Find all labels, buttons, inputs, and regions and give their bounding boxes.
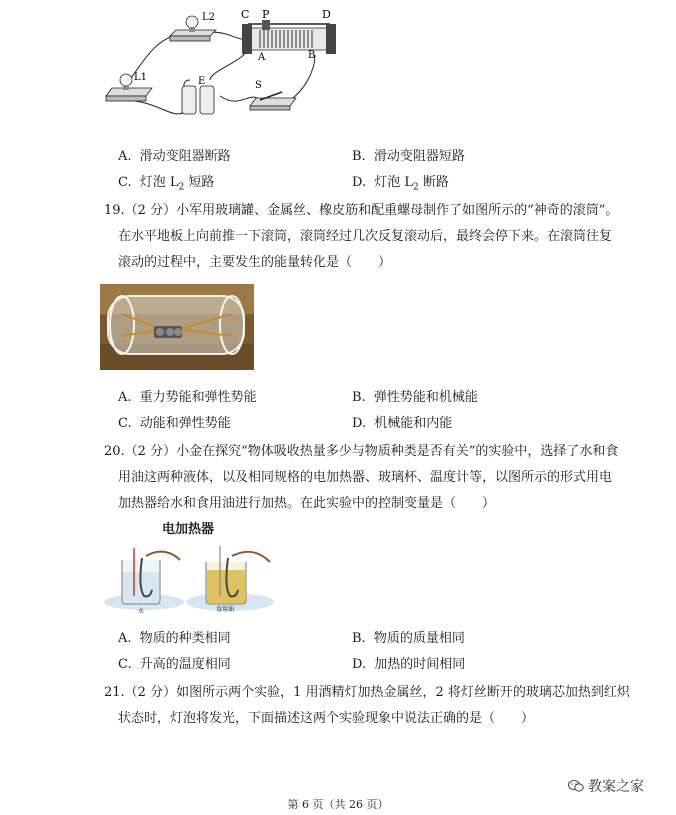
q18-option-c	[118, 175, 214, 196]
q19-option-d	[352, 416, 452, 432]
q19-option-b	[352, 390, 478, 406]
q18-option-b	[352, 149, 465, 165]
q20-option-d	[352, 657, 465, 673]
q19-option-c	[118, 416, 231, 432]
q21-line-2: 状态时，灯泡将发光，下面描述这两个实验现象中说法正确的是（ ）	[118, 711, 535, 726]
q20-option-b-text: 物质的质量相同	[373, 631, 465, 646]
heater-figure-title: 电加热器	[162, 522, 215, 537]
watermark-text: 教案之家	[588, 779, 644, 795]
label-p: P	[262, 8, 270, 21]
watermark	[568, 776, 644, 796]
label-a: A	[258, 52, 266, 63]
q18-option-a-key: A.	[118, 149, 132, 164]
heater-figure	[100, 538, 280, 616]
wechat-icon	[568, 779, 584, 793]
q19-line-3: 滚动的过程中，主要发生的能量转化是（ ）	[118, 255, 392, 270]
q20-line-3: 加热器给水和食用油进行加热。在此实验中的控制变量是（ ）	[118, 496, 496, 511]
q18-option-c-key: C.	[118, 175, 132, 190]
q19-option-b-key: B.	[352, 390, 366, 405]
water-beaker	[122, 548, 180, 604]
label-l2: L2	[202, 12, 216, 23]
q19-option-b-text: 弹性势能和机械能	[373, 390, 478, 405]
q19-line-2: 在水平地板上向前推一下滚筒，滚筒经过几次反复滚动后，最终会停下来。在滚筒往复	[118, 229, 613, 244]
label-l1: L1	[134, 72, 148, 83]
q18-option-d-text-post: 断路	[418, 175, 449, 190]
q18-option-c-text-post: 短路	[184, 175, 215, 190]
q20-line-2: 用油这两种液体，以及相同规格的电加热器、玻璃杯、温度计等，以图所示的形式用电	[118, 470, 613, 485]
label-water: 水	[138, 608, 145, 615]
q20-option-d-key: D.	[352, 657, 367, 672]
q19-option-c-text: 动能和弹性势能	[139, 416, 231, 431]
q18-option-d-sub: 2	[413, 182, 419, 193]
q20-option-c-text: 升高的温度相同	[139, 657, 231, 672]
slide-rheostat	[242, 20, 336, 54]
q19-option-a-text: 重力势能和弹性势能	[139, 390, 257, 405]
q18-option-d-key: D.	[352, 175, 367, 190]
q18-option-d	[352, 175, 449, 196]
q20-option-a-text: 物质的种类相同	[139, 631, 231, 646]
page-footer: 第 6 页（共 26 页）	[287, 798, 389, 811]
label-d: D	[322, 8, 331, 21]
q18-option-a	[118, 149, 231, 165]
q20-option-c-key: C.	[118, 657, 132, 672]
label-s: S	[255, 80, 262, 91]
q20-option-a-key: A.	[118, 631, 132, 646]
q18-option-b-key: B.	[352, 149, 366, 164]
q21-line-1: 21.（2 分）如图所示两个实验，1 用酒精灯加热金属丝，2 将灯丝断开的玻璃芯加热到红炽	[104, 685, 630, 700]
rolling-can-photo	[100, 284, 254, 370]
switch-s	[250, 92, 296, 110]
q20-option-d-text: 加热的时间相同	[374, 657, 466, 672]
q18-option-b-text: 滑动变阻器短路	[373, 149, 465, 164]
q19-option-a	[118, 390, 257, 406]
oil-beaker	[206, 546, 270, 604]
q20-option-b	[352, 631, 465, 647]
q20-option-a	[118, 631, 231, 647]
q18-option-c-text-pre: 灯泡 L	[139, 175, 179, 190]
q19-option-a-key: A.	[118, 390, 132, 405]
label-b: B	[308, 50, 316, 61]
q18-option-d-text-pre: 灯泡 L	[374, 175, 413, 190]
label-e: E	[198, 76, 206, 87]
q18-option-c-sub: 2	[178, 182, 185, 193]
q19-line-1: 19.（2 分）小军用玻璃罐、金属丝、橡皮筋和配重螺母制作了如图所示的“神奇的滚筒”。	[104, 203, 619, 218]
label-c: C	[241, 8, 250, 21]
battery-e	[182, 86, 214, 114]
q19-option-d-text: 机械能和内能	[374, 416, 453, 431]
circuit-diagram	[100, 0, 340, 132]
q20-option-b-key: B.	[352, 631, 366, 646]
q20-line-1: 20.（2 分）小金在探究“物体吸收热量多少与物质种类是否有关”的实验中，选择了水和食	[104, 444, 619, 459]
q20-option-c	[118, 657, 231, 673]
label-oil: 食用油	[216, 606, 235, 613]
q19-option-c-key: C.	[118, 416, 132, 431]
q18-option-a-text: 滑动变阻器断路	[139, 149, 231, 164]
q19-option-d-key: D.	[352, 416, 367, 431]
